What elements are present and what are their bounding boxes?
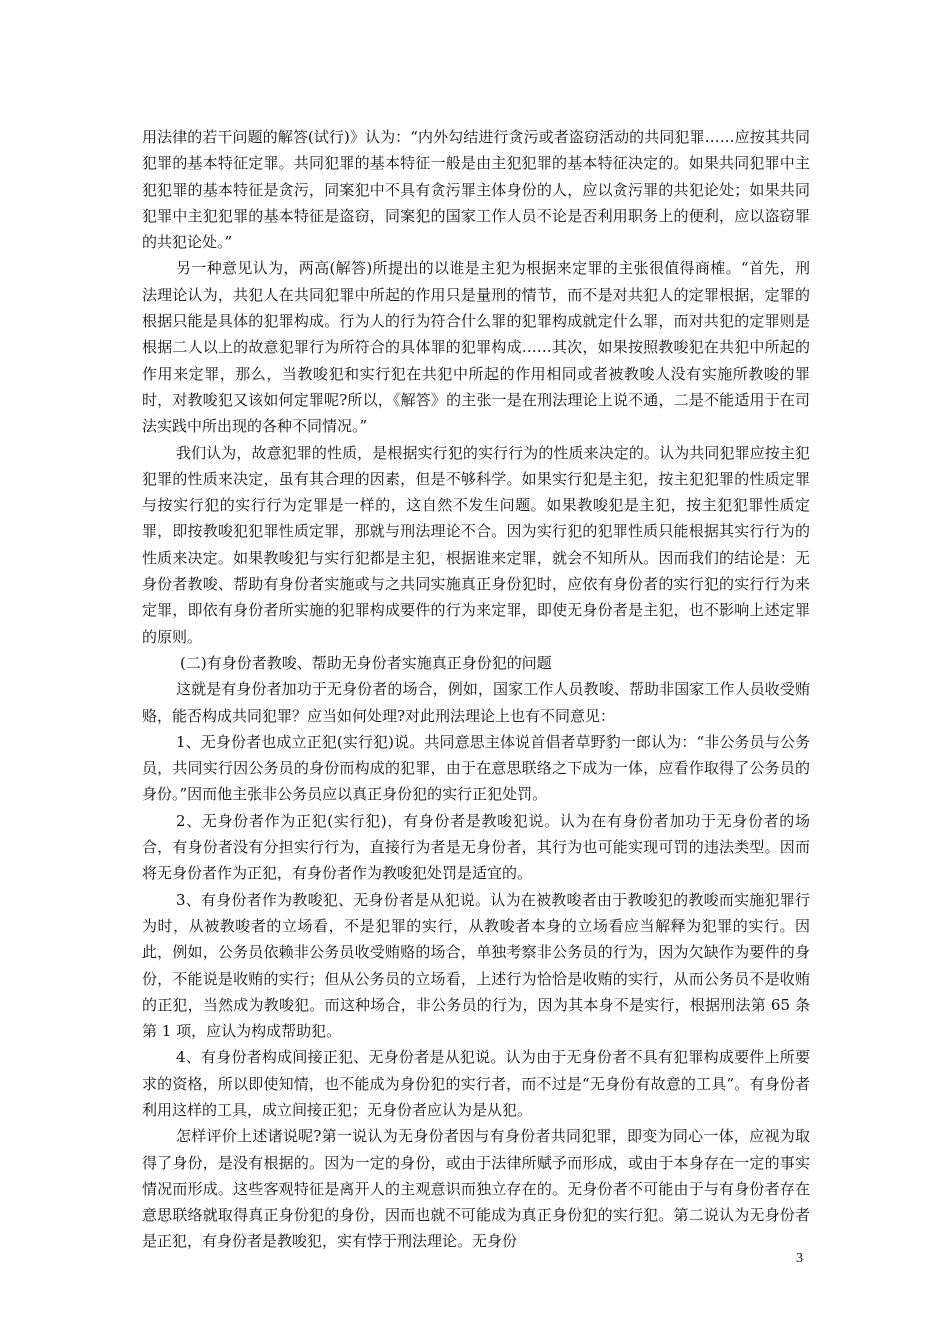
paragraph: 另一种意见认为，两高(解答)所提出的以谁是主犯为根据来定罪的主张很值得商榷。“首先，刑法理论认为，共犯人在共同犯罪中所起的作用只是量刑的情节，而不是对共犯人的定罪根据，定罪的根据只能是具体的犯罪构成。行为人的行为符合什么罪的犯罪构成就定什么罪，而对共犯的定罪则是根据二人以上的故意犯罪行为所符合的具体罪的犯罪构成……其次，如果按照教唆犯在共犯中所起的作用来定罪，那么，当教唆犯和实行犯在共犯中所起的作用相同或者被教唆人没有实施所教唆的罪时，对教唆犯又该如何定罪呢?所以，《解答》的主张一是在刑法理论上说不通，二是不能适用于在司法实践中所出现的各种不同情况。” [142, 259, 810, 436]
paragraph: 用法律的若干问题的解答(试行)》认为：“内外勾结进行贪污或者盗窃活动的共同犯罪……应按其共同犯罪的基本特征定罪。共同犯罪的基本特征一般是由主犯犯罪的基本特征决定的。如果共同犯罪中主犯犯罪的基本特征是贪污，同案犯中不具有贪污罪主体身份的人，应以贪污罪的共犯论处；如果共同犯罪中主犯犯罪的基本特征是盗窃，同案犯的国家工作人员不论是否利用职务上的便利，应以盗窃罪的共犯论处。” [142, 128, 810, 252]
paragraph: 我们认为，故意犯罪的性质，是根据实行犯的实行行为的性质来决定的。认为共同犯罪应按主犯犯罪的性质来决定，虽有其合理的因素，但是不够科学。如果实行犯是主犯，按主犯犯罪的性质定罪与按实行犯的实行行为定罪是一样的，这自然不发生问题。如果教唆犯是主犯，按主犯犯罪性质定罪，即按教唆犯犯罪性质定罪，那就与刑法理论不合。因为实行犯的犯罪性质只能根据其实行行为的性质来决定。如果教唆犯与实行犯都是主犯，根据谁来定罪，就会不知所从。因而我们的结论是：无身份者教唆、帮助有身份者实施或与之共同实施真正身份犯时，应依有身份者的实行犯的实行行为来定罪，即依有身份者所实施的犯罪构成要件的行为来定罪，即使无身份者是主犯，也不影响上述定罪的原则。 [142, 443, 810, 646]
paragraph: 2、无身份者作为正犯(实行犯)，有身份者是教唆犯说。认为在有身份者加功于无身份者的场合，有身份者没有分担实行行为，直接行为者是无身份者，其行为也可能实现可罚的违法类型。因而将无身份者作为正犯，有身份者作为教唆犯处罚是适宜的。 [142, 811, 810, 883]
page-body [142, 124, 810, 1255]
paragraph: 怎样评价上述诸说呢?第一说认为无身份者因与有身份者共同犯罪，即变为同心一体，应视为取得了身份，是没有根据的。因为一定的身份，或由于法律所赋予而形成，或由于本身存在一定的事实情况而形成。这些客观特征是离开人的主观意识而独立存在的。无身份者不可能由于与有身份者存在意思联络就取得真正身份犯的身份，因而也就不可能成为真正身份犯的实行犯。第二说认为无身份者是正犯，有身份者是教唆犯，实有悖于刑法理论。无身份 [142, 1127, 810, 1251]
paragraph: 4、有身份者构成间接正犯、无身份者是从犯说。认为由于无身份者不具有犯罪构成要件上所要求的资格，所以即使知情，也不能成为身份犯的实行者，而不过是“无身份有故意的工具”。有身份者利用这样的工具，成立间接正犯；无身份者应认为是从犯。 [142, 1048, 810, 1119]
paragraph: 3、有身份者作为教唆犯、无身份者是从犯说。认为在被教唆者由于教唆犯的教唆而实施犯罪行为时，从被教唆者的立场看，不是犯罪的实行，从教唆者本身的立场看应当解释为犯罪的实行。因此，例如，公务员依赖非公务员收受贿赂的场合，单独考察非公务员的行为，因为欠缺作为要件的身份，不能说是收贿的实行；但从公务员的立场看，上述行为恰恰是收贿的实行，从而公务员不是收贿的正犯，当然成为教唆犯。而这种场合，非公务员的行为，因为其本身不是实行，根据刑法第 65 条第 1 项，应认为构成帮助犯。 [142, 890, 810, 1041]
page-number: 3 [796, 1251, 803, 1266]
paragraph: 这就是有身份者加功于无身份者的场合，例如，国家工作人员教唆、帮助非国家工作人员收受贿赂，能否构成共同犯罪？应当如何处理?对此刑法理论上也有不同意见： [142, 680, 810, 725]
paragraph: 1、无身份者也成立正犯(实行犯)说。共同意思主体说首倡者草野豹一郎认为：“非公务员与公务员，共同实行因公务员的身份而构成的犯罪，由于在意思联络之下成为一体，应看作取得了公务员的身份。”因而他主张非公务员应以真正身份犯的实行正犯处罚。 [142, 732, 810, 804]
section-subheading: (二)有身份者教唆、帮助无身份者实施真正身份犯的问题 [180, 653, 552, 672]
